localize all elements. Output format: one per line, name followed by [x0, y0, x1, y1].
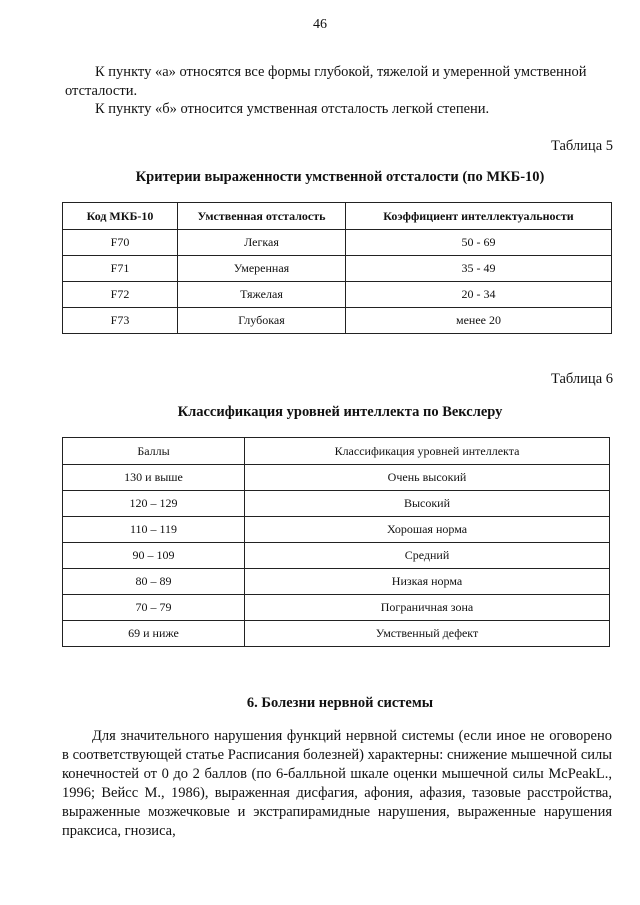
table6-cell-score: 120 – 129: [63, 491, 245, 517]
table6-cell-score: 110 – 119: [63, 517, 245, 543]
table-row: [63, 308, 612, 334]
table6-cell-class: Хорошая норма: [245, 517, 610, 543]
table5: [62, 202, 612, 334]
table-row: [63, 595, 610, 621]
table6-cell-class: Высокий: [245, 491, 610, 517]
table6-cell-score: 130 и выше: [63, 465, 245, 491]
table6-header-score: Баллы: [63, 438, 245, 465]
table-row: [63, 543, 610, 569]
table5-cell-level: Тяжелая: [178, 282, 346, 308]
table5-cell-iq: 20 - 34: [346, 282, 612, 308]
table6-title: Классификация уровней интеллекта по Векслеру: [177, 404, 503, 420]
table5-header-code: Код МКБ-10: [63, 203, 178, 230]
table5-header-retardation: Умственная отсталость: [178, 203, 346, 230]
table5-cell-code: F71: [63, 256, 178, 282]
table6-header-classification: Классификация уровней интеллекта: [245, 438, 610, 465]
table5-cell-iq: 50 - 69: [346, 230, 612, 256]
table6-cell-score: 70 – 79: [63, 595, 245, 621]
table5-cell-iq: менее 20: [346, 308, 612, 334]
table6-cell-class: Очень высокий: [245, 465, 610, 491]
table5-cell-level: Умеренная: [178, 256, 346, 282]
table-row: [63, 621, 610, 647]
table5-header-row: [63, 203, 612, 230]
table-row: [63, 517, 610, 543]
section-title: 6. Болезни нервной системы: [246, 695, 434, 711]
page-number: 46: [313, 17, 327, 32]
table5-cell-code: F73: [63, 308, 178, 334]
table6-cell-score: 80 – 89: [63, 569, 245, 595]
table6-cell-score: 69 и ниже: [63, 621, 245, 647]
intro-paragraph-b: К пункту «б» относится умственная отсталость легкой степени.: [95, 101, 490, 117]
table6-cell-class: Умственный дефект: [245, 621, 610, 647]
table-row: [63, 491, 610, 517]
table6-cell-class: Средний: [245, 543, 610, 569]
table6-header-row: [63, 438, 610, 465]
table6-cell-class: Низкая норма: [245, 569, 610, 595]
table6-cell-class: Пограничная зона: [245, 595, 610, 621]
table-row: [63, 282, 612, 308]
table5-cell-level: Легкая: [178, 230, 346, 256]
table6-label: Таблица 6: [550, 371, 613, 387]
table5-label: Таблица 5: [550, 138, 613, 154]
table-row: [63, 256, 612, 282]
table5-cell-iq: 35 - 49: [346, 256, 612, 282]
table-row: [63, 230, 612, 256]
table5-cell-code: F72: [63, 282, 178, 308]
table-row: [63, 465, 610, 491]
section-body-text: Для значительного нарушения функций нервной системы (если иное не оговорено в соответствующей статье Расписания болезней) характерны: снижение мышечной силы конечностей от 0 до 2 баллов (по 6-балльной шкале оценки мышечной силы McPeakL., 1996; Вейсс М., 1986), выраженная дисфагия, афония, афазия, тазовые расстройства, выраженные мозжечковые и экстрапирамидные нарушения, выраженные нарушения праксиса, гнозиса,: [62, 728, 612, 839]
table5-cell-code: F70: [63, 230, 178, 256]
table6: [62, 437, 610, 647]
table6-cell-score: 90 – 109: [63, 543, 245, 569]
intro-paragraph-a: К пункту «а» относятся все формы глубокой, тяжелой и умеренной умственной отсталости.: [65, 64, 587, 99]
table5-title: Критерии выраженности умственной отсталости (по МКБ-10): [135, 169, 545, 185]
table-row: [63, 569, 610, 595]
table5-cell-level: Глубокая: [178, 308, 346, 334]
table5-header-iq: Коэффициент интеллектуальности: [346, 203, 612, 230]
